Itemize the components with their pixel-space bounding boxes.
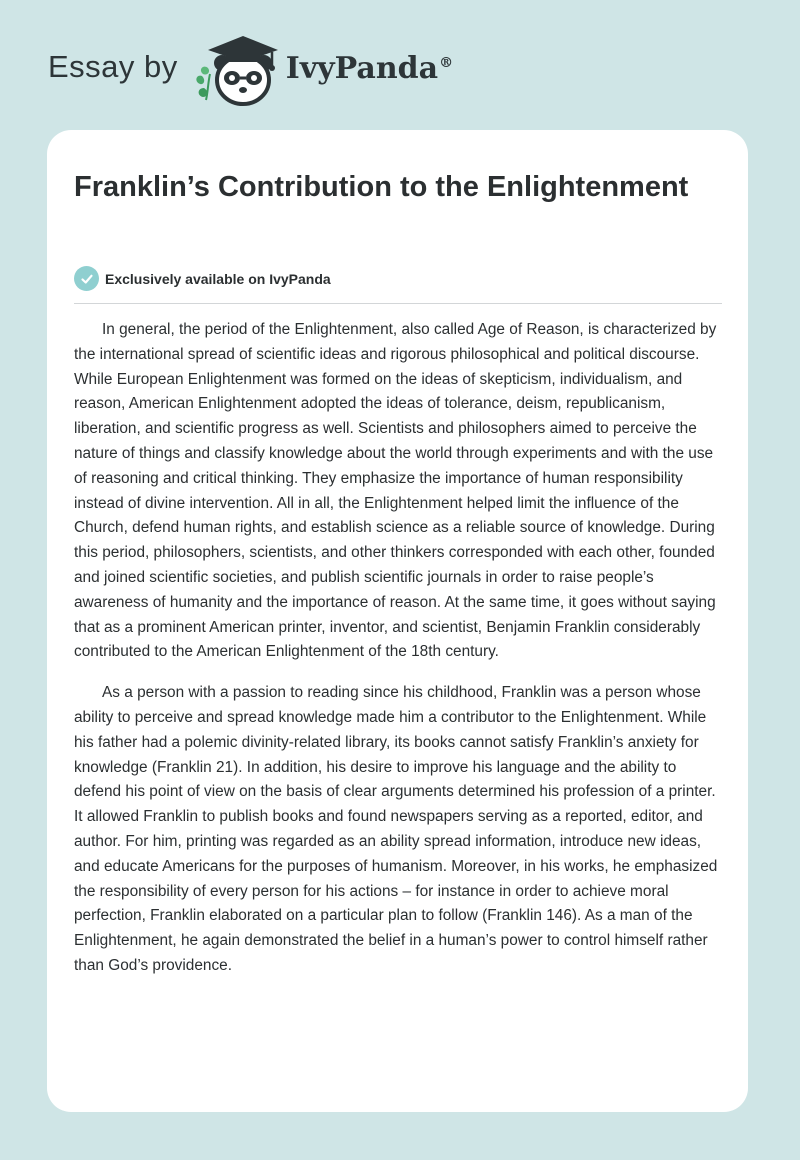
exclusive-badge [74,266,331,291]
paragraph: In general, the period of the Enlightenment, also called Age of Reason, is characterized by the international spread of scientific ideas and rigorous philosophical and political discourse. While European Enlightenment was formed on the ideas of skepticism, individualism, and reason, American Enlightenment adopted the ideas of tolerance, deism, republicanism, liberation, and scientific progress as well. Scientists and philosophers aimed to perceive the nature of things and classify knowledge about the world through experiments and with the use of reasoning and critical thinking. They emphasize the importance of human responsibility instead of divine intervention. All in all, the Enlightenment helped limit the influence of the Church, defend human rights, and establish science as a reliable source of knowledge. During this period, philosophers, scientists, and other thinkers corresponded with each other, founded and joined scientific societies, and publish scientific journals in order to raise people’s awareness of humanity and the importance of reason. At the same time, it goes without saying that as a prominent American printer, inventor, and scientist, Benjamin Franklin considerably contributed to the American Enlightenment of the 18th century. [74,321,717,661]
check-icon [74,266,99,291]
brand-name: IvyPanda® [285,50,454,86]
registered-mark: ® [439,54,454,71]
brand-header[interactable] [48,30,453,110]
essay-title: Franklin’s Contribution to the Enlightenment [74,171,689,203]
divider [74,303,722,304]
panda-graduate-icon [192,30,284,110]
paragraph: As a person with a passion to reading since his childhood, Franklin was a person whose ability to perceive and spread knowledge made him a contributor to the Enlightenment. While his father had a polemic divinity-related library, its books cannot satisfy Franklin’s anxiety for knowledge (Franklin 21). In addition, his desire to improve his language and the ability to defend his point of view on the basis of clear arguments determined his profession of a printer. It allowed Franklin to publish books and found newspapers serving as a reported, editor, and author. For him, printing was regarded as an ability spread information, introduce new ideas, and educate Americans for the purposes of humanism. Moreover, in his works, he emphasized the responsibility of every person for his actions – for instance in order to achieve moral perfection, Franklin elaborated on a particular plan to follow (Franklin 146). As a man of the Enlightenment, he again demonstrated the belief in a human’s power to control himself rather than God’s providence. [74,684,718,974]
essay-card [47,130,748,1112]
essay-body [74,318,722,995]
badge-text: Exclusively available on IvyPanda [105,270,331,287]
brand-prefix: Essay by [48,49,178,84]
